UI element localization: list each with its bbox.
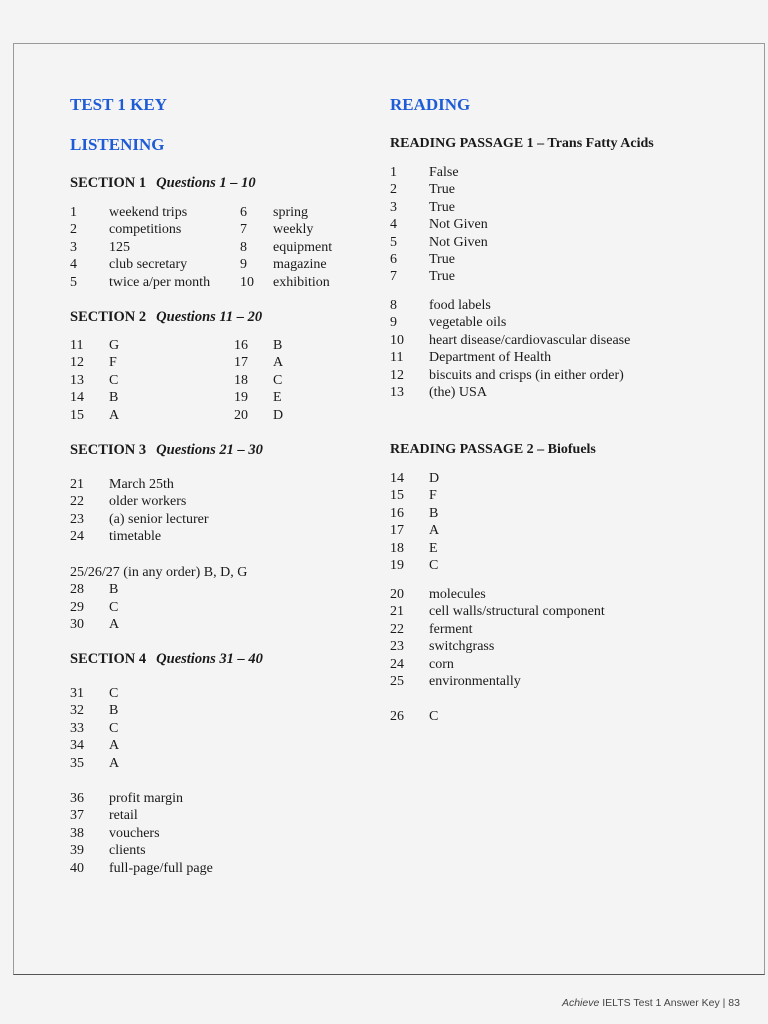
section-2-questions: Questions 11 – 20	[156, 309, 263, 325]
section-3-heading	[70, 442, 263, 459]
answer-number: 11	[70, 338, 84, 353]
answer-text: heart disease/cardiovascular disease	[429, 332, 631, 348]
answer-number: 21	[70, 477, 84, 492]
answer-row	[70, 860, 370, 877]
answer-number: 7	[240, 222, 247, 238]
answer-number: 32	[70, 703, 84, 719]
answer-row	[390, 673, 730, 690]
answer-row	[390, 505, 730, 522]
answer-number: 24	[70, 529, 84, 545]
answer-text: exhibition	[273, 274, 330, 290]
answer-number: 4	[390, 217, 397, 233]
answer-text: True	[429, 199, 455, 215]
answer-text: D	[273, 407, 284, 423]
answer-row	[390, 181, 730, 198]
section-2-heading	[70, 309, 262, 326]
answer-text: magazine	[273, 257, 327, 273]
answer-number: 9	[390, 315, 397, 331]
answer-number: 31	[70, 686, 84, 701]
answer-row	[70, 389, 370, 406]
answer-row	[70, 528, 370, 545]
passage-2-answers-a	[390, 470, 730, 574]
answer-row	[70, 354, 370, 371]
answer-text: vegetable oils	[429, 315, 507, 331]
answer-text: B	[109, 703, 119, 719]
answer-number: 15	[390, 488, 404, 504]
answer-number: 7	[390, 269, 397, 285]
answer-row	[70, 737, 370, 754]
answer-number: 28	[70, 582, 84, 598]
answer-number: 8	[240, 239, 247, 255]
passage-2-title: READING PASSAGE 2 – Biofuels	[390, 442, 596, 457]
answer-text: C	[429, 709, 439, 724]
answer-number: 10	[240, 274, 254, 290]
answer-row	[70, 204, 370, 221]
answer-text: (the) USA	[429, 384, 487, 400]
answer-number: 18	[234, 372, 248, 388]
answer-number: 19	[390, 557, 404, 573]
answer-row	[390, 314, 730, 331]
section-1-name: SECTION 1	[70, 175, 147, 191]
answer-text: weekly	[273, 222, 314, 238]
answer-text: spring	[273, 205, 308, 220]
answer-number: 22	[70, 494, 84, 510]
passage-2-answers-c	[390, 708, 730, 725]
answer-row	[390, 638, 730, 655]
answer-row	[390, 522, 730, 539]
answer-number: 13	[70, 372, 84, 388]
passage-1-title: READING PASSAGE 1 – Trans Fatty Acids	[390, 136, 654, 151]
answer-row	[70, 599, 370, 616]
answer-text: A	[109, 755, 120, 771]
answer-text: corn	[429, 656, 454, 672]
answer-number: 38	[70, 825, 84, 841]
answer-text: C	[109, 599, 119, 615]
answer-row	[390, 297, 730, 314]
answer-text: full-page/full page	[109, 860, 213, 876]
answer-row	[390, 540, 730, 557]
answer-row	[390, 557, 730, 574]
answer-number: 20	[390, 587, 404, 602]
answer-text: clients	[109, 843, 146, 859]
answer-number: 14	[390, 471, 404, 486]
answer-row	[390, 164, 730, 181]
answer-row	[390, 586, 730, 603]
answer-row	[70, 256, 370, 273]
answer-number: 1	[390, 165, 397, 180]
answer-row	[70, 581, 370, 598]
answer-row	[390, 708, 730, 725]
answer-number: 35	[70, 755, 84, 771]
answer-row	[70, 239, 370, 256]
answer-text: A	[109, 617, 120, 633]
answer-row	[70, 511, 370, 528]
answer-text: profit margin	[109, 791, 184, 806]
answer-text: food labels	[429, 298, 491, 313]
answer-number: 33	[70, 720, 84, 736]
answer-row	[70, 842, 370, 859]
answer-number: 22	[390, 621, 404, 637]
section-1-answers	[70, 204, 370, 291]
listening-title: LISTENING	[70, 135, 165, 154]
answer-text: molecules	[429, 587, 486, 602]
answer-number: 23	[70, 511, 84, 527]
answer-number: 40	[70, 860, 84, 876]
answer-text: 125	[109, 239, 130, 255]
answer-number: 17	[390, 523, 404, 539]
answer-number: 29	[70, 599, 84, 615]
answer-text: F	[109, 355, 117, 371]
section-4-answers-b	[70, 790, 370, 877]
answer-row	[70, 221, 370, 238]
answer-number: 26	[390, 709, 404, 724]
answer-row	[70, 807, 370, 824]
section-4-name: SECTION 4	[70, 651, 147, 667]
answer-number: 1	[70, 205, 77, 220]
answer-number: 3	[70, 239, 77, 255]
answer-row	[390, 234, 730, 251]
answer-row	[390, 603, 730, 620]
answer-number: 23	[390, 639, 404, 655]
answer-number: 15	[70, 407, 84, 423]
answer-row	[390, 367, 730, 384]
answer-number: 4	[70, 257, 77, 273]
answer-text: A	[109, 407, 120, 423]
answer-number: 17	[234, 355, 248, 371]
answer-row	[70, 274, 370, 291]
answer-text: cell walls/structural component	[429, 604, 605, 620]
answer-text: weekend trips	[109, 205, 188, 220]
answer-row	[390, 332, 730, 349]
answer-text: A	[273, 355, 284, 371]
answer-text: environmentally	[429, 673, 521, 689]
answer-text: competitions	[109, 222, 182, 238]
answer-row	[70, 825, 370, 842]
answer-number: 24	[390, 656, 404, 672]
answer-row	[390, 656, 730, 673]
answer-text: C	[109, 686, 119, 701]
answer-row	[390, 621, 730, 638]
section-3-name: SECTION 3	[70, 442, 147, 458]
answer-text: B	[273, 338, 283, 353]
answer-number: 34	[70, 738, 84, 754]
answer-text: B	[109, 390, 119, 406]
answer-text: E	[273, 390, 282, 406]
answer-row	[390, 384, 730, 401]
answer-number: 11	[390, 350, 404, 366]
answer-text: C	[109, 720, 119, 736]
answer-row	[70, 685, 370, 702]
answer-text: A	[429, 523, 440, 539]
answer-number: 6	[240, 205, 247, 220]
answer-text: True	[429, 251, 455, 267]
section-2-name: SECTION 2	[70, 309, 147, 325]
answer-text: equipment	[273, 239, 333, 255]
answer-text: Department of Health	[429, 350, 552, 366]
answer-text: D	[429, 471, 440, 486]
answer-number: 8	[390, 298, 397, 313]
answer-text: club secretary	[109, 257, 188, 273]
answer-number: 30	[70, 617, 84, 633]
answer-number: 36	[70, 791, 84, 806]
section-3-answers-b	[70, 564, 370, 634]
answer-number: 20	[234, 407, 248, 423]
answer-number: 14	[70, 390, 84, 406]
answer-text: True	[429, 182, 455, 198]
reading-title: READING	[390, 95, 471, 114]
answer-row	[70, 407, 370, 424]
answer-text: C	[429, 557, 439, 573]
answer-text: twice a/per month	[109, 274, 211, 290]
answer-row	[70, 372, 370, 389]
answer-number: 12	[70, 355, 84, 371]
answer-number: 21	[390, 604, 404, 620]
answer-row	[390, 216, 730, 233]
test-key-title: TEST 1 KEY	[70, 95, 168, 114]
answer-text: F	[429, 488, 437, 504]
answer-text: B	[109, 582, 119, 598]
answer-number: 10	[390, 332, 404, 348]
answer-text: 25/26/27 (in any order) B, D, G	[70, 565, 248, 580]
answer-number: 39	[70, 843, 84, 859]
answer-row	[390, 349, 730, 366]
answer-text: C	[273, 372, 283, 388]
answer-row	[70, 493, 370, 510]
answer-number: 37	[70, 808, 84, 824]
answer-text: switchgrass	[429, 639, 495, 655]
passage-1-answers-b	[390, 297, 730, 401]
answer-number: 3	[390, 199, 397, 215]
footer-brand: Achieve	[561, 997, 600, 1009]
answer-text: C	[109, 372, 119, 388]
answer-row	[390, 487, 730, 504]
answer-number: 12	[390, 367, 404, 383]
answer-text: March 25th	[109, 477, 174, 492]
section-1-heading	[70, 175, 256, 192]
section-1-questions: Questions 1 – 10	[156, 175, 256, 191]
section-2-answers	[70, 337, 370, 424]
answer-number: 25	[390, 673, 404, 689]
section-3-answers-a	[70, 476, 370, 546]
answer-text: ferment	[429, 621, 473, 637]
page-footer	[562, 997, 740, 1009]
answer-text: A	[109, 738, 120, 754]
answer-row	[390, 199, 730, 216]
answer-text: G	[109, 338, 120, 353]
answer-number: 18	[390, 540, 404, 556]
answer-text: vouchers	[109, 825, 160, 841]
answer-text: False	[429, 165, 459, 180]
answer-text: biscuits and crisps (in either order)	[429, 367, 624, 383]
answer-text: (a) senior lecturer	[109, 511, 209, 527]
answer-row-combined	[70, 564, 370, 581]
footer-text: IELTS Test 1 Answer Key | 83	[599, 997, 740, 1009]
answer-text: E	[429, 540, 438, 556]
answer-number: 2	[70, 222, 77, 238]
answer-row	[70, 755, 370, 772]
section-3-questions: Questions 21 – 30	[156, 442, 263, 458]
answer-number: 9	[240, 257, 247, 273]
passage-1-answers-a	[390, 164, 730, 286]
answer-text: Not Given	[429, 217, 488, 233]
section-4-heading	[70, 651, 263, 668]
answer-text: True	[429, 269, 455, 285]
answer-number: 2	[390, 182, 397, 198]
answer-text: B	[429, 505, 439, 521]
answer-number: 5	[70, 274, 77, 290]
answer-row	[390, 470, 730, 487]
answer-row	[70, 790, 370, 807]
answer-row	[70, 337, 370, 354]
answer-text: timetable	[109, 529, 162, 545]
answer-row	[70, 476, 370, 493]
answer-row	[70, 720, 370, 737]
section-4-questions: Questions 31 – 40	[156, 651, 263, 667]
answer-number: 16	[234, 338, 248, 353]
answer-number: 16	[390, 505, 404, 521]
answer-row	[70, 702, 370, 719]
answer-row	[390, 268, 730, 285]
section-4-answers-a	[70, 685, 370, 772]
answer-number: 6	[390, 251, 397, 267]
answer-number: 19	[234, 390, 248, 406]
answer-number: 13	[390, 384, 404, 400]
passage-2-answers-b	[390, 586, 730, 690]
answer-row	[70, 616, 370, 633]
answer-number: 5	[390, 234, 397, 250]
answer-text: retail	[109, 808, 138, 824]
answer-row	[390, 251, 730, 268]
answer-text: Not Given	[429, 234, 488, 250]
answer-text: older workers	[109, 494, 187, 510]
